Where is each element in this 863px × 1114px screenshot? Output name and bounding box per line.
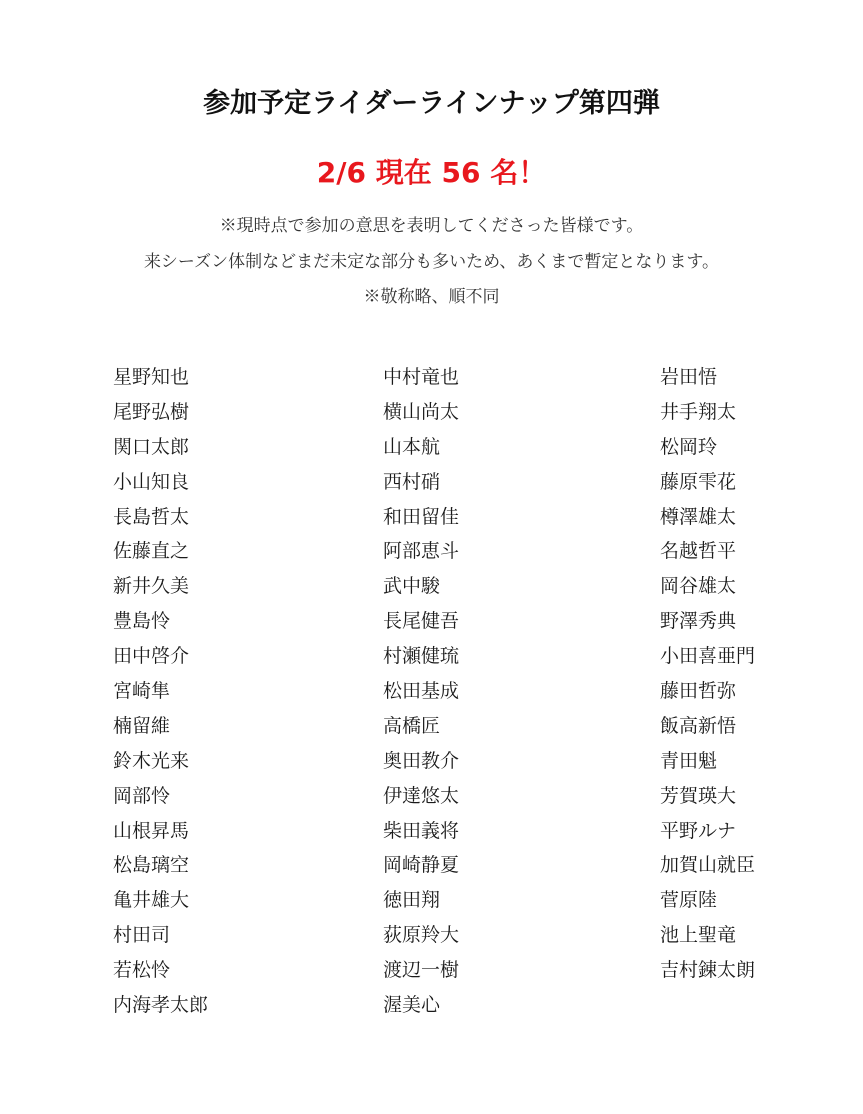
rider-name: 荻原羚大 — [383, 924, 460, 947]
rider-name: 徳田翔 — [383, 889, 441, 912]
rider-name: 宮崎隼 — [113, 680, 171, 703]
participant-count: 2/6 現在 56 名！ — [316, 156, 547, 189]
rider-name: 西村硝 — [383, 470, 441, 493]
rider-name: 和田留佳 — [383, 505, 460, 528]
rider-name: 長尾健吾 — [383, 610, 460, 633]
rider-name: 野澤秀典 — [660, 610, 737, 633]
rider-name: 尾野弘樹 — [113, 400, 190, 423]
rider-name: 井手翔太 — [660, 400, 737, 423]
rider-name: 山根昇馬 — [113, 819, 190, 842]
note-line: ※現時点で参加の意思を表明してくださった皆様です。 — [219, 216, 644, 236]
rider-name: 芳賀瑛大 — [660, 784, 737, 807]
rider-name: 星野知也 — [113, 366, 190, 388]
rider-name: 山本航 — [383, 435, 441, 458]
note-line: ※敬称略、順不同 — [363, 287, 500, 307]
rider-name: 新井久美 — [113, 575, 190, 598]
rider-name: 菅原陸 — [660, 889, 718, 912]
rider-name: 藤原雫花 — [660, 470, 737, 493]
rider-name: 武中駿 — [383, 575, 441, 598]
page-title: 参加予定ライダーラインナップ第四弾 — [203, 88, 660, 119]
rider-name: 池上聖竜 — [660, 924, 737, 947]
rider-name: 若松怜 — [113, 959, 171, 982]
rider-name: 渥美心 — [383, 994, 441, 1017]
rider-name: 楠留維 — [113, 714, 171, 737]
rider-name: 吉村錬太朗 — [660, 959, 756, 982]
rider-name: 村瀬健琉 — [383, 645, 460, 668]
rider-name: 松島璃空 — [113, 854, 190, 877]
rider-name: 岡崎静夏 — [383, 854, 460, 877]
note-line: 来シーズン体制などまだ未定な部分も多いため、あくまで暫定となります。 — [143, 252, 720, 272]
rider-name: 名越哲平 — [660, 540, 737, 563]
rider-name: 平野ルナ — [660, 819, 737, 842]
rider-name: 小田喜亜門 — [660, 645, 756, 668]
rider-list-column-1 — [113, 362, 208, 1025]
rider-name: 横山尚太 — [383, 400, 460, 423]
rider-name: 亀井雄大 — [113, 889, 190, 912]
rider-name: 村田司 — [113, 924, 171, 947]
rider-name: 奥田教介 — [383, 749, 460, 772]
rider-name: 加賀山就臣 — [660, 854, 756, 877]
rider-name: 豊島怜 — [113, 610, 171, 633]
rider-name: 青田魁 — [660, 749, 718, 772]
rider-name: 阿部恵斗 — [383, 540, 460, 563]
rider-name: 松田基成 — [383, 680, 460, 703]
rider-name: 佐藤直之 — [113, 540, 190, 563]
rider-name: 藤田哲弥 — [660, 680, 737, 703]
rider-list-column-3 — [660, 362, 755, 990]
rider-name: 関口太郎 — [113, 435, 190, 458]
rider-name: 岩田悟 — [660, 366, 718, 388]
rider-name: 渡辺一樹 — [383, 959, 460, 982]
rider-name: 鈴木光来 — [113, 749, 190, 772]
rider-name: 伊達悠太 — [383, 784, 460, 807]
rider-name: 中村竜也 — [383, 366, 460, 388]
rider-name: 岡部怜 — [113, 784, 171, 807]
rider-name: 高橋匠 — [383, 714, 441, 737]
rider-name: 柴田義将 — [383, 819, 460, 842]
rider-name: 飯高新悟 — [660, 714, 737, 737]
rider-name: 内海孝太郎 — [113, 994, 209, 1017]
rider-name: 田中啓介 — [113, 645, 190, 668]
rider-list-column-2 — [383, 362, 459, 1025]
rider-name: 岡谷雄太 — [660, 575, 737, 598]
rider-name: 小山知良 — [113, 470, 190, 493]
rider-name: 長島哲太 — [113, 505, 190, 528]
rider-name: 松岡玲 — [660, 435, 718, 458]
rider-name: 樽澤雄太 — [660, 505, 737, 528]
